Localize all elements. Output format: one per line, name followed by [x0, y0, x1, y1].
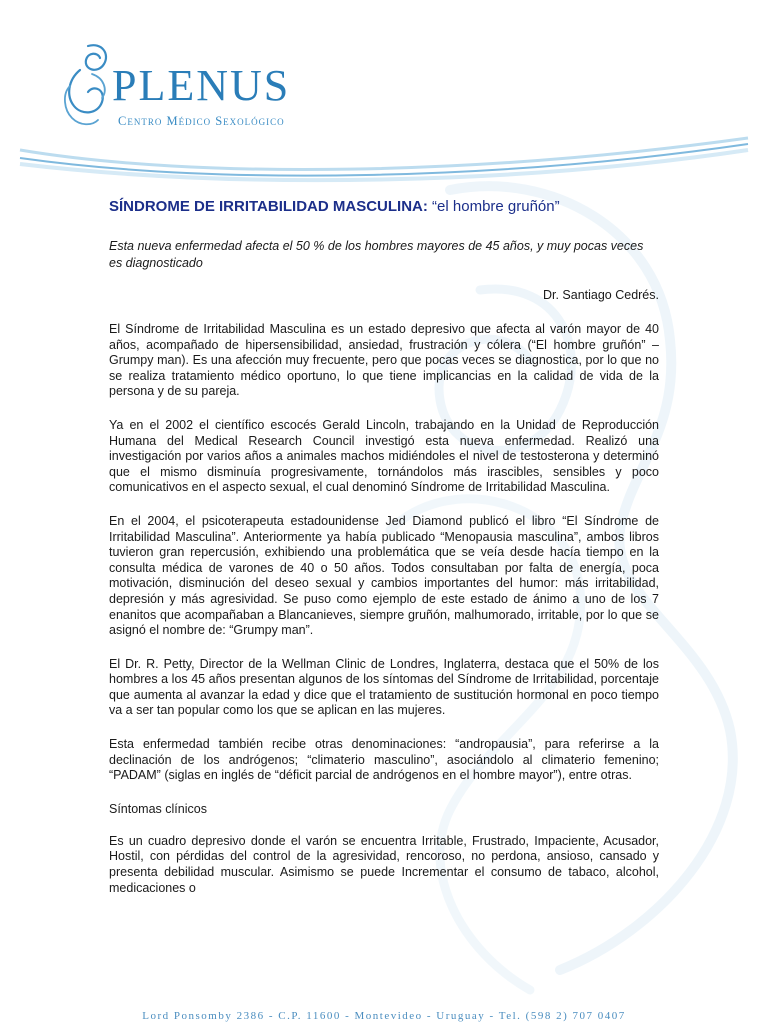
paragraph: Ya en el 2002 el científico escocés Gerald Lincoln, trabajando en la Unidad de Reproducción Humana del Medical Research Council investigó esta nueva enfermedad. Realizó una investigación por varios años a animales machos midiéndoles el nivel de testosterona y determinó que el mismo disminuía progresivamente, tornándolos más irascibles, sensibles y poco comunicativos en el aspecto sexual, el cual denominó Síndrome de Irritabilidad Masculina.: [109, 417, 659, 495]
title-subtitle: “el hombre gruñón”: [432, 198, 560, 215]
paragraph: El Síndrome de Irritabilidad Masculina es un estado depresivo que afecta al varón mayor de 40 años, acompañado de hipersensibilidad, ansiedad, frustración y cólera (“El hombre gruñón” –Grumpy man). Es una afección muy frecuente, pero que pocas veces se diagnostica, por lo que no se realiza tratamiento médico oportuno, lo que tiene implicancias en la calidad de vida de la persona y de su pareja.: [109, 322, 659, 399]
paragraph: Esta enfermedad también recibe otras denominaciones: “andropausia”, para referirse a la declinación de los andrógenos; “climaterio masculino”, asociándolo al climaterio femenino; “PADAM” (siglas en inglés de “déficit parcial de andrógenos en el hombre mayor”), entre otras.: [109, 737, 659, 783]
plenus-logo-icon: [58, 40, 118, 130]
paragraph: El Dr. R. Petty, Director de la Wellman Clinic de Londres, Inglaterra, destaca que el 50% de los hombres a los 45 años presentan algunos de los síntomas del Síndrome de Irritabilidad, porcentaje que aumenta al avanzar la edad y dice que el tratamiento de sustitución hormonal en poco tiempo va a ser tan popular como los que se aplican en las mujeres.: [109, 656, 659, 718]
header-swoosh: [0, 120, 768, 190]
paragraph: En el 2004, el psicoterapeuta estadounidense Jed Diamond publicó el libro “El Síndrome de Irritabilidad Masculina”. Anteriormente ya había publicado “Menopausia masculina”, ambos libros tuvieron gran repercusión, exhibiendo una problemática que se veía desde hacía tiempo en la consulta médica de varones de 40 o 50 años. Todos consultaban por falta de energía, poca motivación, disminución del deseo sexual y cambios importantes del humor: más irritabilidad, depresión y más agresividad. Se puso como ejemplo de este estado de ánimo a uno de los 7 enanitos que acompañaban a Blancanieves, siempre gruñón, malhumorado, irritable, por lo que se asignó el nombre de: “Grumpy man”.: [109, 513, 659, 638]
section-heading: Síntomas clínicos: [109, 801, 207, 816]
letterhead: [0, 0, 768, 190]
article-author: Dr. Santiago Cedrés.: [542, 288, 659, 302]
paragraph: Es un cuadro depresivo donde el varón se encuentra Irritable, Frustrado, Impaciente, Acusador, Hostil, con pérdidas del control de la agresividad, rencoroso, no perdona, ansioso, cansado y presenta debilidad muscular. Asimismo se puede Incrementar el consumo de tabaco, alcohol, medicaciones o: [109, 833, 659, 895]
article-lead: Esta nueva enfermedad afecta el 50 % de los hombres mayores de 45 años, y muy pocas veces es diagnosticado: [109, 239, 644, 270]
title-main: SÍNDROME DE IRRITABILIDAD MASCULINA:: [109, 198, 428, 215]
brand-tagline: Centro Médico Sexológico: [118, 114, 285, 128]
article-title: [109, 196, 659, 218]
footer-address: Lord Ponsomby 2386 - C.P. 11600 - Montevideo - Uruguay - Tel. (598 2) 707 0407: [142, 1010, 626, 1022]
brand-name: PLENUS: [112, 61, 291, 110]
article: [109, 196, 659, 914]
